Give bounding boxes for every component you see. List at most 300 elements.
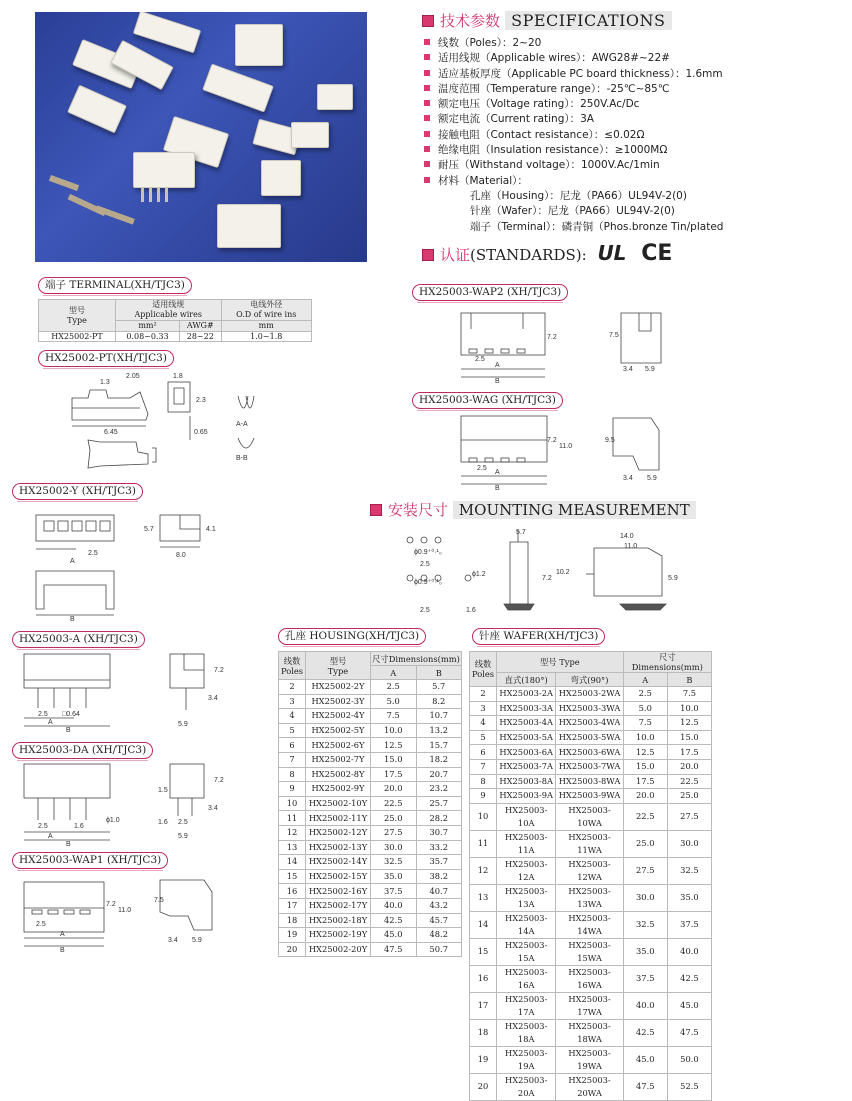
dim-label: 5.7 bbox=[144, 526, 154, 533]
table-row bbox=[470, 830, 712, 857]
product-photo bbox=[35, 12, 367, 262]
dim-label: 5.9 bbox=[645, 366, 655, 373]
table-cell: HX25003-12A bbox=[497, 857, 556, 884]
table-cell: 15.0 bbox=[623, 759, 667, 774]
dim-label: 5.9 bbox=[668, 575, 678, 582]
table-cell: 7.5 bbox=[623, 716, 667, 731]
table-cell: 47.5 bbox=[667, 1019, 711, 1046]
table-cell: HX25003-10WA bbox=[556, 803, 623, 830]
table-row bbox=[470, 745, 712, 760]
table-cell: HX25002-13Y bbox=[306, 840, 371, 855]
table-row bbox=[470, 716, 712, 731]
dim-label: ϕ1.0 bbox=[106, 817, 120, 824]
table-cell: 30.0 bbox=[667, 830, 711, 857]
table-cell: HX25002-15Y bbox=[306, 869, 371, 884]
table-cell: 7.5 bbox=[667, 687, 711, 702]
table-cell: 10.0 bbox=[371, 723, 417, 738]
table-row bbox=[279, 680, 462, 695]
table-cell: 35.0 bbox=[667, 884, 711, 911]
table-cell: 48.2 bbox=[416, 928, 462, 943]
table-row bbox=[279, 723, 462, 738]
dim-label: A bbox=[48, 833, 53, 840]
standards-line: 认证(STANDARDS): UL CE bbox=[422, 241, 672, 266]
table-cell: HX25002-6Y bbox=[306, 738, 371, 753]
table-cell: HX25003-9A bbox=[497, 789, 556, 804]
table-cell: 9 bbox=[470, 789, 497, 804]
wap1-drawing bbox=[18, 872, 228, 956]
table-cell: HX25003-17WA bbox=[556, 992, 623, 1019]
table-cell: 11 bbox=[470, 830, 497, 857]
table-cell: 8 bbox=[470, 774, 497, 789]
table-cell: HX25003-14A bbox=[497, 911, 556, 938]
terminal-table: 型号 Type 适用线规 Applicable wires 电线外径 O.D of wire ins mm² AWG# mm HX25002-PT 0.08~0.33 28~22 1.0~1.8 bbox=[38, 299, 312, 342]
wap2-title: HX25003-WAP2 (XH/TJC3) bbox=[412, 284, 568, 301]
spec-row: 适用线规（Applicable wires）：AWG28#~22# bbox=[438, 52, 670, 65]
table-cell: HX25003-7WA bbox=[556, 759, 623, 774]
dim-label: 7.2 bbox=[547, 334, 557, 341]
table-row bbox=[279, 767, 462, 782]
table-row bbox=[279, 869, 462, 884]
table-cell: 32.5 bbox=[371, 855, 417, 870]
a-drawing bbox=[18, 650, 228, 732]
dim-label: 7.5 bbox=[154, 897, 164, 904]
table-cell: 27.5 bbox=[667, 803, 711, 830]
table-cell: 33.2 bbox=[416, 840, 462, 855]
dim-label: 1.3 bbox=[100, 379, 110, 386]
dim-label: A bbox=[60, 931, 65, 938]
table-cell: 19 bbox=[470, 1046, 497, 1073]
table-row bbox=[470, 992, 712, 1019]
table-row bbox=[279, 694, 462, 709]
table-cell: 25.0 bbox=[623, 830, 667, 857]
table-row bbox=[279, 898, 462, 913]
table-cell: 22.5 bbox=[623, 803, 667, 830]
dim-label: 1.6 bbox=[74, 823, 84, 830]
table-cell: 25.7 bbox=[416, 796, 462, 811]
dim-label: 0.65 bbox=[194, 429, 208, 436]
dim-label: 11.0 bbox=[559, 443, 573, 450]
dim-label: 11.0 bbox=[118, 907, 132, 914]
table-cell: HX25003-4WA bbox=[556, 716, 623, 731]
table-cell: HX25003-17A bbox=[497, 992, 556, 1019]
dim-label: 1.6 bbox=[158, 819, 168, 826]
dim-label: 3.4 bbox=[208, 805, 218, 812]
table-cell: 15.0 bbox=[371, 752, 417, 767]
table-cell: 18 bbox=[470, 1019, 497, 1046]
table-row bbox=[279, 796, 462, 811]
table-cell: HX25003-2A bbox=[497, 687, 556, 702]
dim-label: 14.0 bbox=[620, 533, 634, 540]
da-title: HX25003-DA (XH/TJC3) bbox=[12, 742, 153, 759]
table-cell: HX25002-18Y bbox=[306, 913, 371, 928]
spec-row: 额定电流（Current rating）：3A bbox=[438, 113, 594, 126]
material-row: 端子（Terminal）：磷青铜（Phos.bronze Tin/plated bbox=[470, 220, 724, 233]
da-drawing bbox=[18, 760, 228, 846]
table-cell: HX25003-12WA bbox=[556, 857, 623, 884]
material-row: 孔座（Housing）：尼龙（PA66）UL94V-2(0) bbox=[470, 189, 687, 202]
table-cell: HX25003-5A bbox=[497, 730, 556, 745]
table-cell: 45.0 bbox=[371, 928, 417, 943]
table-cell: HX25002-5Y bbox=[306, 723, 371, 738]
dim-label: ϕ0.9⁺⁰·¹₀ bbox=[414, 579, 442, 586]
table-cell: 10.0 bbox=[623, 730, 667, 745]
a-title: HX25003-A (XH/TJC3) bbox=[12, 631, 145, 648]
table-row bbox=[470, 789, 712, 804]
table-cell: HX25003-20A bbox=[497, 1073, 556, 1100]
dim-label: 2.5 bbox=[420, 607, 430, 614]
pt-title: HX25002-PT(XH/TJC3) bbox=[38, 350, 174, 367]
dim-label: 1.6 bbox=[466, 607, 476, 614]
table-cell: HX25002-8Y bbox=[306, 767, 371, 782]
spec-row: 材料（Material）： bbox=[438, 174, 528, 187]
table-cell: HX25003-15A bbox=[497, 938, 556, 965]
table-cell: 47.5 bbox=[623, 1073, 667, 1100]
dim-label: 5.9 bbox=[178, 721, 188, 728]
table-row bbox=[279, 840, 462, 855]
pt-drawing bbox=[60, 368, 280, 480]
table-cell: 7.5 bbox=[371, 709, 417, 724]
table-cell: 3 bbox=[279, 694, 306, 709]
dim-label: A bbox=[495, 469, 500, 476]
table-cell: 10 bbox=[470, 803, 497, 830]
table-cell: 52.5 bbox=[667, 1073, 711, 1100]
table-cell: 5.0 bbox=[623, 701, 667, 716]
table-cell: HX25003-8WA bbox=[556, 774, 623, 789]
table-cell: HX25002-16Y bbox=[306, 884, 371, 899]
dim-label: □0.64 bbox=[62, 711, 80, 718]
table-row bbox=[279, 928, 462, 943]
table-cell: 22.5 bbox=[667, 774, 711, 789]
dim-label: 7.2 bbox=[214, 667, 224, 674]
table-cell: 42.5 bbox=[667, 965, 711, 992]
dim-label: B bbox=[66, 841, 71, 846]
table-cell: 5 bbox=[470, 730, 497, 745]
dim-label: 9.5 bbox=[605, 437, 615, 444]
dim-label: 6.45 bbox=[104, 429, 118, 436]
table-cell: 13 bbox=[279, 840, 306, 855]
table-row bbox=[470, 774, 712, 789]
table-cell: 17 bbox=[279, 898, 306, 913]
table-row bbox=[279, 884, 462, 899]
table-cell: 12 bbox=[279, 825, 306, 840]
table-cell: 10 bbox=[279, 796, 306, 811]
table-cell: HX25003-19WA bbox=[556, 1046, 623, 1073]
spec-row: 线数（Poles）：2~20 bbox=[438, 37, 542, 49]
table-cell: 13.2 bbox=[416, 723, 462, 738]
table-cell: 32.5 bbox=[667, 857, 711, 884]
table-cell: 20.7 bbox=[416, 767, 462, 782]
table-cell: 8.2 bbox=[416, 694, 462, 709]
mounting-drawing bbox=[380, 522, 710, 622]
terminal-title: 端子 TERMINAL(XH/TJC3) bbox=[38, 277, 192, 294]
dim-label: 5.7 bbox=[516, 529, 526, 536]
table-cell: 2.5 bbox=[623, 687, 667, 702]
wafer-title: 针座 WAFER(XH/TJC3) bbox=[472, 628, 605, 645]
table-cell: HX25003-16WA bbox=[556, 965, 623, 992]
table-cell: HX25002-4Y bbox=[306, 709, 371, 724]
dim-label: 7.2 bbox=[106, 901, 116, 908]
dim-label: 10.2 bbox=[556, 569, 570, 576]
table-cell: 37.5 bbox=[667, 911, 711, 938]
table-cell: HX25003-3WA bbox=[556, 701, 623, 716]
table-row bbox=[470, 857, 712, 884]
table-cell: 20 bbox=[279, 942, 306, 957]
table-cell: HX25003-16A bbox=[497, 965, 556, 992]
table-cell: 4 bbox=[470, 716, 497, 731]
housing-title: 孔座 HOUSING(XH/TJC3) bbox=[278, 628, 426, 645]
table-cell: 5 bbox=[279, 723, 306, 738]
table-row bbox=[279, 811, 462, 826]
table-row bbox=[470, 759, 712, 774]
table-cell: 30.0 bbox=[623, 884, 667, 911]
table-cell: 50.7 bbox=[416, 942, 462, 957]
table-cell: 32.5 bbox=[623, 911, 667, 938]
table-cell: HX25002-14Y bbox=[306, 855, 371, 870]
dim-label: 2.05 bbox=[126, 373, 140, 380]
table-cell: 47.5 bbox=[371, 942, 417, 957]
table-cell: 7 bbox=[470, 759, 497, 774]
table-cell: 3 bbox=[470, 701, 497, 716]
table-cell: HX25003-2WA bbox=[556, 687, 623, 702]
table-cell: HX25003-19A bbox=[497, 1046, 556, 1073]
table-cell: 18.2 bbox=[416, 752, 462, 767]
dim-label: 4.1 bbox=[206, 526, 216, 533]
table-cell: 7 bbox=[279, 752, 306, 767]
table-cell: 14 bbox=[279, 855, 306, 870]
table-cell: HX25002-3Y bbox=[306, 694, 371, 709]
table-row bbox=[470, 911, 712, 938]
dim-label: ϕ1.2 bbox=[472, 571, 486, 578]
table-cell: HX25003-4A bbox=[497, 716, 556, 731]
dim-label: B bbox=[495, 485, 500, 492]
table-row bbox=[279, 738, 462, 753]
table-row bbox=[470, 701, 712, 716]
table-cell: 16 bbox=[470, 965, 497, 992]
specs-title: 技术参数 SPECIFICATIONS bbox=[422, 10, 672, 31]
wag-title: HX25003-WAG (XH/TJC3) bbox=[412, 392, 563, 409]
table-cell: 28.2 bbox=[416, 811, 462, 826]
dim-label: 11.0 bbox=[624, 543, 638, 550]
dim-label: 8.0 bbox=[176, 552, 186, 559]
table-cell: 45.7 bbox=[416, 913, 462, 928]
table-cell: HX25002-11Y bbox=[306, 811, 371, 826]
table-cell: 43.2 bbox=[416, 898, 462, 913]
table-cell: 2.5 bbox=[371, 680, 417, 695]
dim-label: 2.5 bbox=[38, 823, 48, 830]
dim-label: 1.5 bbox=[158, 787, 168, 794]
table-cell: HX25003-8A bbox=[497, 774, 556, 789]
table-cell: 15.0 bbox=[667, 730, 711, 745]
table-cell: HX25003-11A bbox=[497, 830, 556, 857]
dim-label: 2.5 bbox=[38, 711, 48, 718]
table-cell: 15.7 bbox=[416, 738, 462, 753]
table-cell: 12.5 bbox=[623, 745, 667, 760]
table-cell: HX25003-6A bbox=[497, 745, 556, 760]
dim-label: 2.5 bbox=[36, 921, 46, 928]
table-cell: 35.7 bbox=[416, 855, 462, 870]
table-cell: 10.0 bbox=[667, 701, 711, 716]
table-row bbox=[470, 1046, 712, 1073]
dim-label: 7.5 bbox=[609, 332, 619, 339]
table-cell: HX25003-18WA bbox=[556, 1019, 623, 1046]
table-cell: HX25002-12Y bbox=[306, 825, 371, 840]
section-label: B-B bbox=[236, 455, 248, 462]
table-cell: 12.5 bbox=[667, 716, 711, 731]
dim-label: B bbox=[60, 947, 65, 954]
table-row bbox=[470, 884, 712, 911]
table-row bbox=[470, 803, 712, 830]
table-cell: HX25003-11WA bbox=[556, 830, 623, 857]
table-cell: 15 bbox=[470, 938, 497, 965]
table-cell: 27.5 bbox=[371, 825, 417, 840]
table-row bbox=[470, 730, 712, 745]
section-label: A-A bbox=[236, 421, 248, 428]
table-row: HX25002-PT 0.08~0.33 28~22 1.0~1.8 bbox=[39, 332, 312, 342]
table-cell: HX25003-20WA bbox=[556, 1073, 623, 1100]
dim-label: B bbox=[70, 616, 75, 623]
wap1-title: HX25003-WAP1 (XH/TJC3) bbox=[12, 852, 168, 869]
spec-row: 绝缘电阻（Insulation resistance）：≥1000MΩ bbox=[438, 144, 668, 157]
table-cell: 12.5 bbox=[371, 738, 417, 753]
table-cell: 10.7 bbox=[416, 709, 462, 724]
table-cell: HX25002-7Y bbox=[306, 752, 371, 767]
dim-label: A bbox=[48, 719, 53, 726]
table-cell: 17.5 bbox=[667, 745, 711, 760]
table-cell: 40.0 bbox=[623, 992, 667, 1019]
table-cell: HX25003-3A bbox=[497, 701, 556, 716]
table-cell: 8 bbox=[279, 767, 306, 782]
dim-label: 1.8 bbox=[173, 373, 183, 380]
table-cell: 30.7 bbox=[416, 825, 462, 840]
table-cell: 18 bbox=[279, 913, 306, 928]
table-cell: HX25003-14WA bbox=[556, 911, 623, 938]
table-row bbox=[279, 752, 462, 767]
y-drawing bbox=[30, 505, 230, 623]
dim-label: B bbox=[495, 378, 500, 385]
dim-label: 2.5 bbox=[178, 819, 188, 826]
table-cell: 11 bbox=[279, 811, 306, 826]
table-cell: 40.0 bbox=[371, 898, 417, 913]
table-cell: 2 bbox=[470, 687, 497, 702]
table-row bbox=[279, 913, 462, 928]
table-cell: 6 bbox=[279, 738, 306, 753]
table-cell: 23.2 bbox=[416, 782, 462, 797]
table-cell: 17.5 bbox=[623, 774, 667, 789]
table-row bbox=[470, 938, 712, 965]
table-cell: 22.5 bbox=[371, 796, 417, 811]
table-cell: 17 bbox=[470, 992, 497, 1019]
wafer-table: 线数 Poles 型号 Type 尺寸Dimensions(mm) 直式(180°) 弯式(90°) A B 2 HX25003-2A HX25003-2WA 2.5 7.5 3 HX25003-3A HX25003-3WA 5.0 10.0 4 HX25003-4A HX25003-4WA 7.5 12.5 5 HX25003-5A HX25003-5WA 10.0 15.0 6 HX25003-6A HX25003-6WA 12.5 17.5 7 HX25003-7A HX25003-7WA 15.0 20.0 8 HX25003-8A HX25003-8WA 17.5 22.5 9 HX25003-9A HX25003-9WA 20.0 25.0 10 HX25003-10A HX25003-10WA 22.5 27.5 11 HX25003-11A HX25003-11WA 25.0 30.0 12 HX25003-12A HX25003-12WA 27.5 32.5 13 HX25003-13A HX25003-13WA 30.0 35.0 14 HX25003-14A HX25003-14WA 32.5 37.5 15 HX25003-15A HX25003-15WA 35.0 40.0 16 HX25003-16A HX25003-16WA 37.5 42.5 17 HX25003-17A HX25003-17WA 40.0 45.0 18 HX25003-18A HX25003-18WA 42.5 47.5 19 HX25003-19A HX25003-19WA 45.0 50.0 20 HX25003-20A HX25003-20WA 47.5 52.5 bbox=[469, 651, 712, 1101]
spec-row: 额定电压（Voltage rating）：250V.Ac/Dc bbox=[438, 98, 640, 111]
table-cell: 4 bbox=[279, 709, 306, 724]
y-title: HX25002-Y (XH/TJC3) bbox=[12, 483, 143, 500]
table-cell: 37.5 bbox=[371, 884, 417, 899]
table-cell: 9 bbox=[279, 782, 306, 797]
table-cell: 20.0 bbox=[371, 782, 417, 797]
wag-drawing bbox=[455, 410, 705, 492]
table-cell: 42.5 bbox=[623, 1019, 667, 1046]
table-cell: HX25002-10Y bbox=[306, 796, 371, 811]
table-cell: 15 bbox=[279, 869, 306, 884]
mounting-title: 安装尺寸 MOUNTING MEASUREMENT bbox=[370, 499, 696, 520]
table-row bbox=[470, 687, 712, 702]
ul-logo: UL bbox=[597, 241, 627, 265]
table-cell: 27.5 bbox=[623, 857, 667, 884]
table-row bbox=[279, 855, 462, 870]
spec-row: 温度范围（Temperature range）：-25℃~85℃ bbox=[438, 82, 670, 95]
table-cell: HX25002-20Y bbox=[306, 942, 371, 957]
table-cell: 50.0 bbox=[667, 1046, 711, 1073]
table-cell: HX25003-15WA bbox=[556, 938, 623, 965]
table-cell: 35.0 bbox=[371, 869, 417, 884]
table-cell: 40.0 bbox=[667, 938, 711, 965]
table-cell: 12 bbox=[470, 857, 497, 884]
table-cell: 25.0 bbox=[371, 811, 417, 826]
dim-label: A bbox=[70, 558, 75, 565]
table-cell: HX25002-17Y bbox=[306, 898, 371, 913]
table-cell: 45.0 bbox=[667, 992, 711, 1019]
dim-label: ϕ0.9⁺⁰·¹₀ bbox=[414, 549, 442, 556]
table-cell: 5.7 bbox=[416, 680, 462, 695]
table-cell: 35.0 bbox=[623, 938, 667, 965]
table-cell: HX25003-7A bbox=[497, 759, 556, 774]
dim-label: 3.4 bbox=[208, 695, 218, 702]
table-cell: 38.2 bbox=[416, 869, 462, 884]
table-cell: 20.0 bbox=[623, 789, 667, 804]
table-cell: 19 bbox=[279, 928, 306, 943]
dim-label: 5.9 bbox=[647, 475, 657, 482]
table-cell: 40.7 bbox=[416, 884, 462, 899]
dim-label: 2.5 bbox=[475, 356, 485, 363]
table-cell: 5.0 bbox=[371, 694, 417, 709]
table-cell: 16 bbox=[279, 884, 306, 899]
table-cell: 45.0 bbox=[623, 1046, 667, 1073]
table-cell: HX25003-13WA bbox=[556, 884, 623, 911]
table-cell: HX25003-9WA bbox=[556, 789, 623, 804]
dim-label: 2.3 bbox=[196, 397, 206, 404]
spec-row: 耐压（Withstand voltage）：1000V.Ac/1min bbox=[438, 159, 660, 172]
table-cell: HX25003-10A bbox=[497, 803, 556, 830]
dim-label: 7.2 bbox=[547, 437, 557, 444]
dim-label: 3.4 bbox=[168, 937, 178, 944]
table-row bbox=[470, 1073, 712, 1100]
table-row bbox=[279, 782, 462, 797]
dim-label: 7.2 bbox=[214, 777, 224, 784]
dim-label: 3.4 bbox=[623, 366, 633, 373]
table-cell: HX25002-2Y bbox=[306, 680, 371, 695]
table-cell: 6 bbox=[470, 745, 497, 760]
wap2-drawing bbox=[455, 305, 705, 385]
table-cell: 20.0 bbox=[667, 759, 711, 774]
ce-logo: CE bbox=[641, 241, 673, 266]
table-cell: HX25003-5WA bbox=[556, 730, 623, 745]
dim-label: 7.2 bbox=[542, 575, 552, 582]
table-cell: 13 bbox=[470, 884, 497, 911]
spec-row: 适应基板厚度（Applicable PC board thickness）：1.6mm bbox=[438, 67, 723, 80]
dim-label: A bbox=[495, 362, 500, 369]
table-cell: HX25003-13A bbox=[497, 884, 556, 911]
table-cell: 42.5 bbox=[371, 913, 417, 928]
dim-label: 2.5 bbox=[420, 561, 430, 568]
table-row bbox=[470, 1019, 712, 1046]
table-cell: 14 bbox=[470, 911, 497, 938]
table-cell: 37.5 bbox=[623, 965, 667, 992]
dim-label: B bbox=[66, 727, 71, 732]
dim-label: 2.5 bbox=[477, 465, 487, 472]
table-row bbox=[470, 965, 712, 992]
table-cell: 30.0 bbox=[371, 840, 417, 855]
table-cell: HX25003-18A bbox=[497, 1019, 556, 1046]
